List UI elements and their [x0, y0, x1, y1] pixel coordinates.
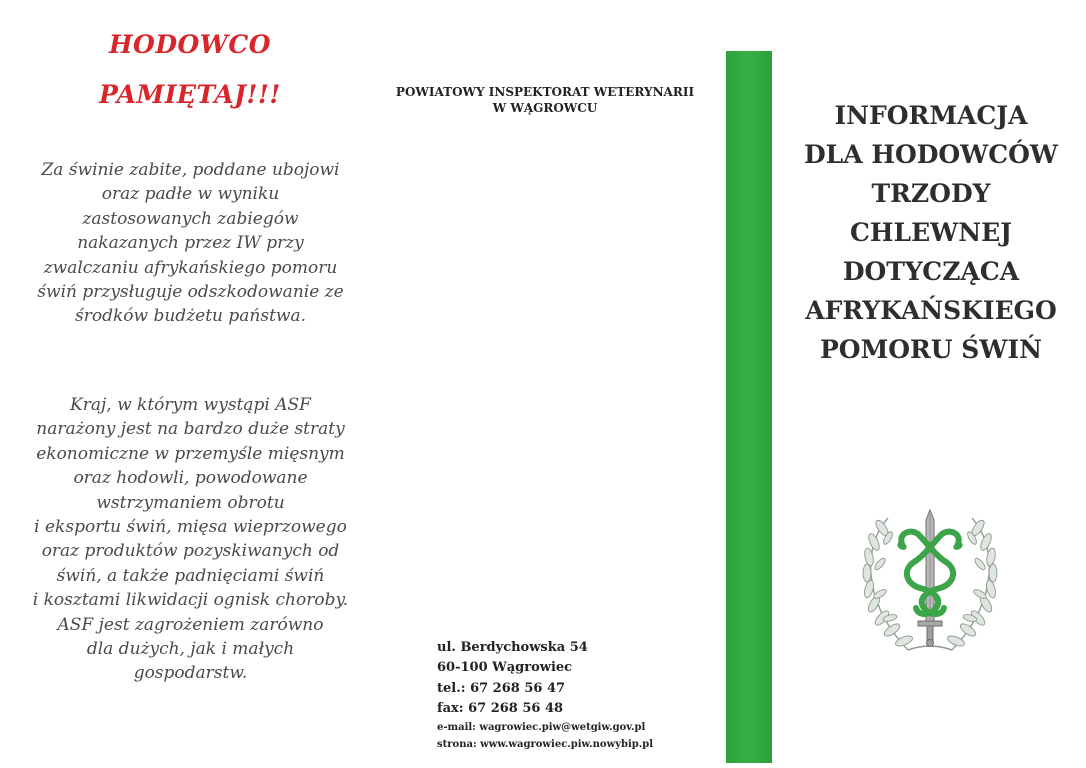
title-line: POMORU ŚWIŃ — [820, 335, 1042, 364]
title-line: DLA HODOWCÓW — [803, 140, 1059, 169]
address-city: 60-100 Wągrowiec — [437, 660, 573, 676]
fax-number: fax: 67 268 56 48 — [437, 700, 564, 716]
paragraph-line: dla dużych, jak i małych — [86, 639, 295, 660]
warning-heading-line2: PAMIĘTAJ!!! — [99, 80, 281, 109]
green-divider-stripe — [726, 51, 772, 763]
contact-block — [437, 638, 653, 753]
paragraph-line: Kraj, w którym wystąpi ASF — [70, 395, 311, 415]
paragraph-line: świń przysługuje odszkodowanie ze — [37, 282, 344, 303]
title-line: AFRYKAŃSKIEGO — [805, 296, 1057, 325]
title-line: DOTYCZĄCA — [842, 257, 1020, 286]
address-street: ul. Berdychowska 54 — [437, 640, 588, 655]
paragraph-line: zastosowanych zabiegów — [82, 208, 299, 229]
paragraph-line: oraz hodowli, powodowane — [73, 468, 308, 489]
paragraph-line: narażony jest na bardzo duże straty — [36, 419, 345, 440]
compensation-paragraph — [18, 158, 363, 329]
paragraph-line: wstrzymaniem obrotu — [96, 492, 285, 513]
inspectorate-line1: POWIATOWY INSPEKTORAT WETERYNARII — [395, 85, 695, 99]
title-line: CHLEWNEJ — [850, 218, 1012, 247]
paragraph-line: Za świnie zabite, poddane ubojowi — [41, 160, 340, 180]
inspectorate-line2: W WĄGROWCU — [492, 101, 598, 115]
asf-losses-paragraph — [18, 393, 363, 686]
email-address: e-mail: wagrowiec.piw@wetgiw.gov.pl — [437, 722, 646, 734]
paragraph-line: zwalczaniu afrykańskiego pomoru — [43, 257, 338, 278]
paragraph-line: świń, a także padnięciami świń — [56, 565, 325, 586]
leaflet-title — [790, 96, 1072, 369]
title-line: INFORMACJA — [834, 101, 1028, 130]
inspectorate-name — [380, 84, 710, 116]
paragraph-line: i eksportu świń, mięsa wieprzowego — [34, 517, 347, 538]
veterinary-emblem-icon — [858, 504, 1002, 660]
website-address: strona: www.wagrowiec.piw.nowybip.pl — [437, 739, 654, 751]
paragraph-line: środków budżetu państwa. — [75, 306, 306, 327]
paragraph-line: gospodarstw. — [133, 663, 248, 684]
phone-number: tel.: 67 268 56 47 — [437, 680, 566, 696]
paragraph-line: nakazanych przez IW przy — [77, 233, 304, 254]
paragraph-line: i kosztami likwidacji ognisk choroby. — [32, 590, 349, 611]
paragraph-line: ekonomiczne w przemyśle mięsnym — [36, 443, 345, 464]
paragraph-line: oraz padłe w wyniku — [101, 184, 280, 205]
paragraph-line: oraz produktów pozyskiwanych od — [41, 541, 340, 562]
warning-heading-line1: HODOWCO — [108, 30, 272, 59]
paragraph-line: ASF jest zagrożeniem zarówno — [57, 614, 324, 635]
title-line: TRZODY — [871, 179, 991, 208]
